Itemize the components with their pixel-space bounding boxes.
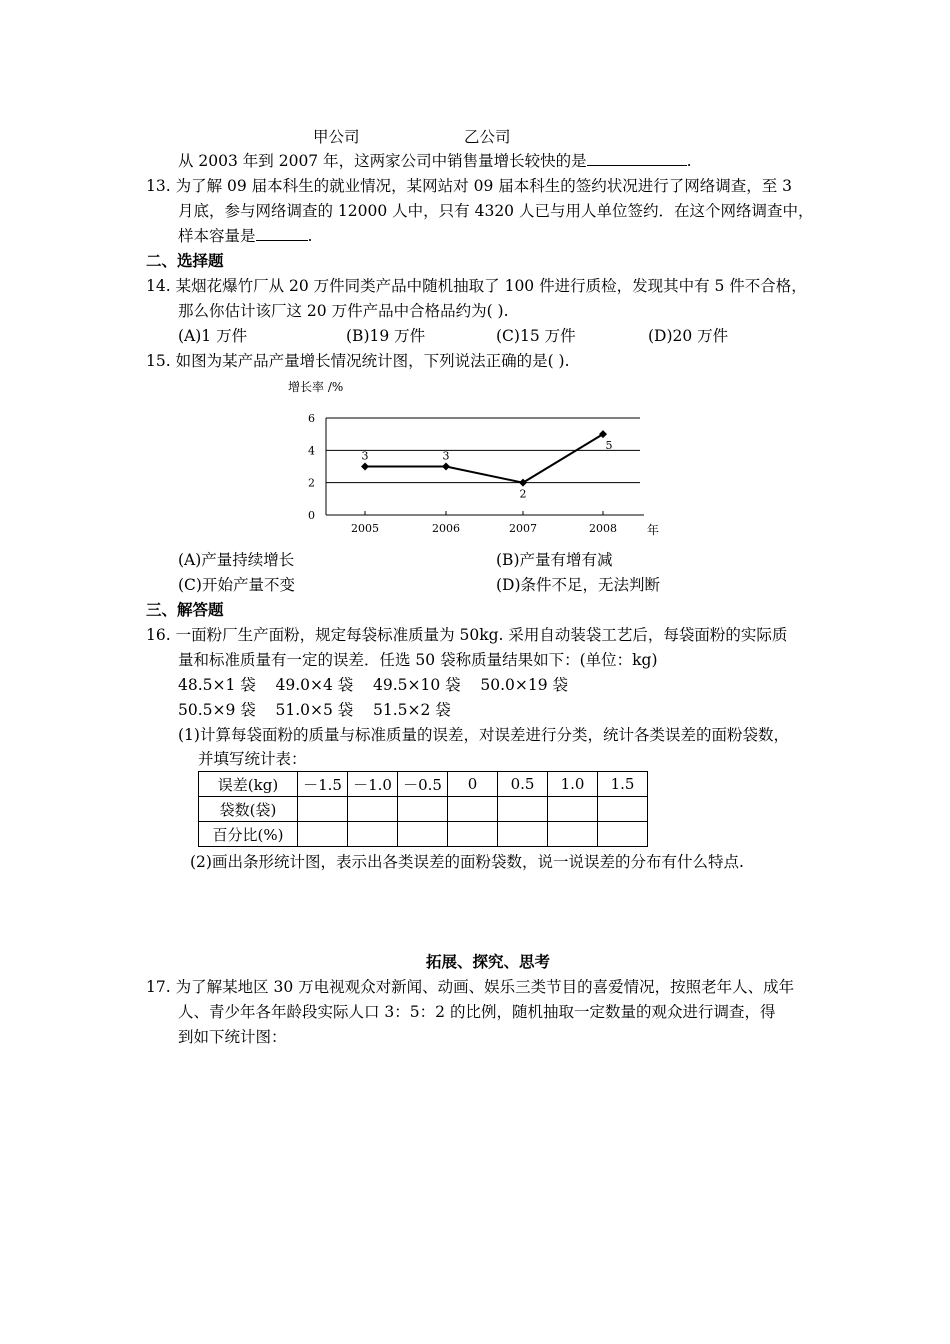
chart-y-tick-label: 6 [308,412,315,425]
chart-x-tick-label: 2008 [589,522,617,535]
section-heading-extension: 拓展、探究、思考 [426,952,551,971]
table-cell[interactable] [598,822,648,847]
chart-series-line [365,434,603,483]
chart-x-tick-label: 2007 [509,522,537,535]
row-header-count: 袋数(袋) [199,797,298,822]
chart-data-label: 5 [605,439,613,453]
column-header: －1.5 [298,772,348,797]
chart-y-axis-label: 增长率 /% [288,380,344,394]
table-cell[interactable] [448,797,498,822]
q15-option-c[interactable]: (C)开始产量不变 [178,576,295,594]
column-header: 0 [448,772,498,797]
q13-answer-blank[interactable] [256,224,308,241]
section-heading-answer: 三、解答题 [146,600,224,619]
table-cell[interactable] [398,822,448,847]
table-cell[interactable] [298,822,348,847]
q12-end: . [686,152,692,170]
table-cell[interactable] [548,822,598,847]
table-cell[interactable] [448,822,498,847]
growth-rate-line-chart [270,375,670,545]
chart-x-tick-label: 2005 [351,522,379,535]
chart-data-point [442,463,450,471]
q15-option-d[interactable]: (D)条件不足，无法判断 [496,576,661,594]
q15-text: 15. 如图为某产品产量增长情况统计图，下列说法正确的是( ). [146,352,570,370]
column-header: －1.0 [348,772,398,797]
q16-part2: (2)画出条形统计图，表示出各类误差的面粉袋数，说一说误差的分布有什么特点. [190,853,744,871]
section-heading-choice: 二、选择题 [146,251,224,270]
q13-sentence: 样本容量是 [178,227,256,245]
q17-line-2: 人、青少年各年龄段实际人口 3：5：2 的比例，随机抽取一定数量的观众进行调查，得 [178,1003,776,1021]
q17-line-1: 17. 为了解某地区 30 万电视观众对新闻、动画、娱乐三类节目的喜爱情况，按照老年人、成年 [146,978,795,996]
q12-text [178,149,692,173]
q13-line-1: 13. 为了解 09 届本科生的就业情况，某网站对 09 届本科生的签约状况进行了网络调查，至 3 [146,177,793,195]
table-cell[interactable] [298,797,348,822]
column-header: 0.5 [498,772,548,797]
row-header-percent: 百分比(%) [199,822,298,847]
chart-y-tick-label: 4 [308,444,315,458]
chart-data-label: 3 [442,449,450,463]
q13-end: . [307,227,313,245]
q14-option-a[interactable]: (A)1 万件 [178,327,248,345]
chart-y-tick-label: 0 [308,509,315,522]
q14-option-c[interactable]: (C)15 万件 [496,327,576,345]
table-cell[interactable] [348,822,398,847]
chart-x-axis-label: 年 [647,523,660,537]
error-statistics-table [198,771,648,847]
q12-sentence: 从 2003 年到 2007 年，这两家公司中销售量增长较快的是 [178,152,587,170]
table-row [199,822,648,847]
table-cell[interactable] [348,797,398,822]
q16-part1-line-2: 并填写统计表： [198,750,307,768]
table-row [199,772,648,797]
column-header: －0.5 [398,772,448,797]
q16-line-1: 16. 一面粉厂生产面粉，规定每袋标准质量为 50kg. 采用自动装袋工艺后，每袋面粉的实际质 [146,626,788,644]
q16-data-row-1: 48.5×1 袋 49.0×4 袋 49.5×10 袋 50.0×19 袋 [178,676,568,694]
q15-option-b[interactable]: (B)产量有增有减 [496,551,613,569]
chart-y-tick-label: 2 [308,476,315,490]
chart-data-label: 3 [361,449,369,463]
q12-answer-blank[interactable] [587,149,687,166]
q14-option-d[interactable]: (D)20 万件 [648,327,729,345]
q15-option-a[interactable]: (A)产量持续增长 [178,551,295,569]
column-header: 1.0 [548,772,598,797]
q14-line-1: 14. 某烟花爆竹厂从 20 万件同类产品中随机抽取了 100 件进行质检，发现其中有 5 件不合格， [146,277,807,295]
table-cell[interactable] [548,797,598,822]
q16-line-2: 量和标准质量有一定的误差．任选 50 袋称质量结果如下：(单位：kg) [178,651,658,669]
row-header-error: 误差(kg) [199,772,298,797]
q14-line-2: 那么你估计该厂这 20 万件产品中合格品约为( ). [178,302,509,320]
q16-part1-line-1: (1)计算每袋面粉的质量与标准质量的误差，对误差进行分类，统计各类误差的面粉袋数， [178,726,789,744]
column-header: 1.5 [598,772,648,797]
figure-caption-company-a: 甲公司 [313,128,360,146]
table-cell[interactable] [498,797,548,822]
q16-data-row-2: 50.5×9 袋 51.0×5 袋 51.5×2 袋 [178,701,451,719]
table-row [199,797,648,822]
q17-line-3: 到如下统计图： [178,1028,287,1046]
q13-line-3 [178,224,312,248]
table-cell[interactable] [598,797,648,822]
chart-data-label: 2 [519,487,527,501]
figure-caption-company-b: 乙公司 [464,128,511,146]
q13-line-2: 月底，参与网络调查的 12000 人中，只有 4320 人已与用人单位签约．在这个网络调查中， [178,202,814,220]
table-cell[interactable] [498,822,548,847]
table-cell[interactable] [398,797,448,822]
chart-x-tick-label: 2006 [432,522,460,535]
q14-option-b[interactable]: (B)19 万件 [346,327,426,345]
chart-data-point [361,463,369,471]
